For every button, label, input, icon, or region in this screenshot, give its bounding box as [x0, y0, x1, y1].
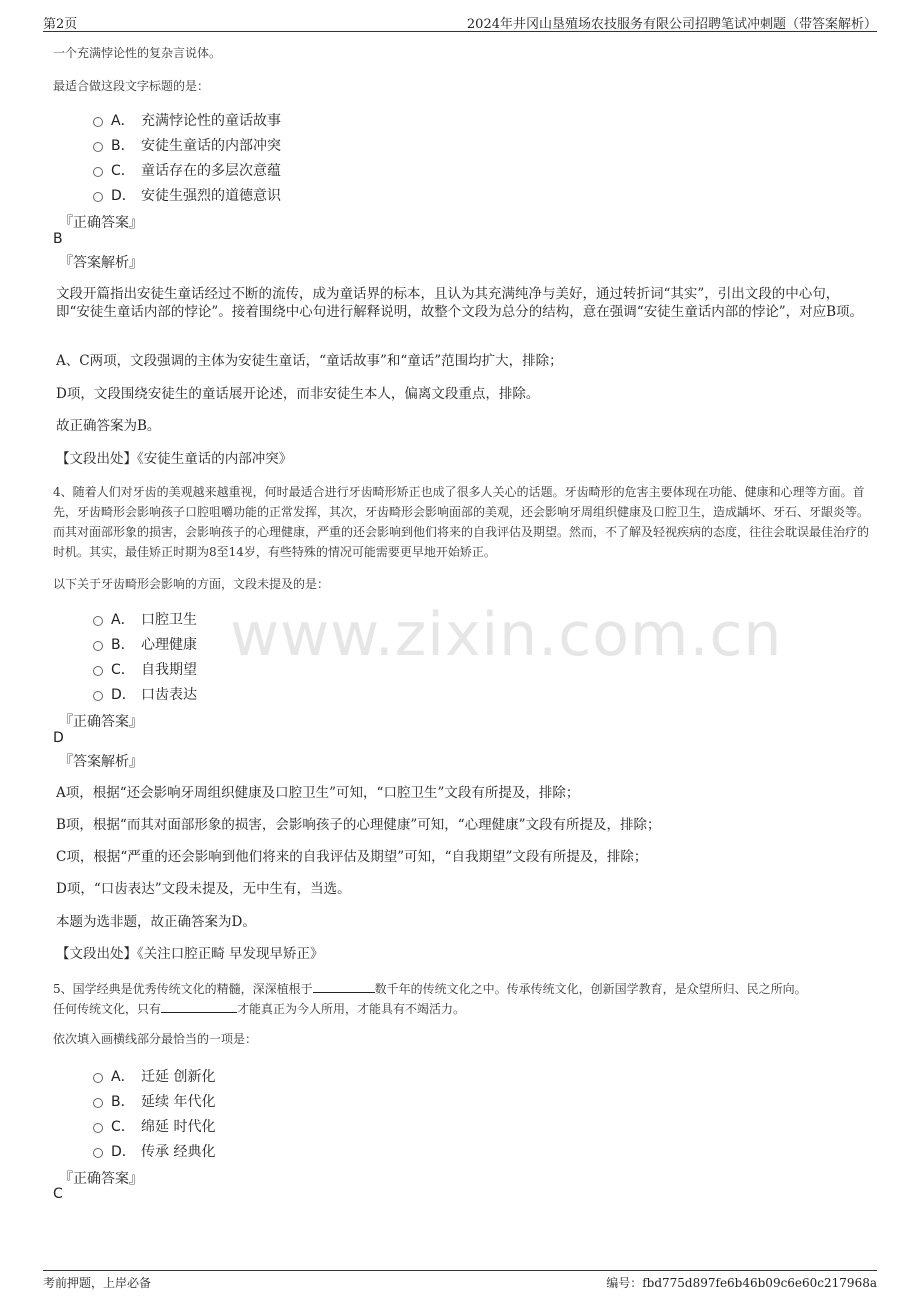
- q3-analysis-d: D项，文段围绕安徒生的童话展开论述，而非安徒生本人，偏离文段重点，排除。: [56, 386, 540, 402]
- q4-answer-label: 『正确答案』: [59, 714, 143, 730]
- q3-analysis-label: 『答案解析』: [59, 255, 143, 271]
- q3-source: 【文段出处】《安徒生童话的内部冲突》: [56, 451, 293, 467]
- radio-icon[interactable]: [93, 142, 103, 152]
- document-id: 编号：fbd775d897fe6b46b09c6e60c217968a: [606, 1276, 877, 1290]
- q4-analysis-d: D项，“口齿表达”文段未提及，无中生有，当选。: [56, 881, 351, 897]
- q3-stem-tail: 一个充满悖论性的复杂言说体。: [53, 46, 222, 60]
- q5-prompt: 依次填入画横线部分最恰当的一项是：: [53, 1032, 258, 1046]
- radio-icon[interactable]: [93, 1123, 103, 1133]
- radio-icon[interactable]: [93, 1073, 103, 1083]
- q5-answer-label: 『正确答案』: [59, 1171, 143, 1187]
- radio-icon[interactable]: [93, 192, 103, 202]
- radio-icon[interactable]: [93, 167, 103, 177]
- q4-option-a[interactable]: A． 口腔卫生: [93, 609, 197, 629]
- q5-stem: 5、国学经典是优秀传统文化的精髓，深深植根于 数千年的传统文化之中。传承传统文化，创新国学教育，是众望所归、民之所向。 任何传统文化，只有 才能真正为今人所用，才能具有不竭活力。: [53, 982, 807, 1016]
- q3-analysis-main: 文段开篇指出安徒生童话经过不断的流传，成为童话界的标本，且认为其充满纯净与美好，通过转折词“其实”，引出文段的中心句，即“安徒生童话内部的悖论”。接着围绕中心句进行解释说明，故整个文段为总分的结构，意在强调“安徒生童话内部的悖论”，对应B项。: [56, 286, 864, 320]
- q3-answer-label: 『正确答案』: [59, 215, 143, 231]
- q5-option-c[interactable]: C． 绵延 时代化: [93, 1116, 215, 1136]
- footer-slogan: 考前押题，上岸必备: [43, 1276, 152, 1290]
- q4-option-b[interactable]: B． 心理健康: [93, 634, 197, 654]
- q3-conclusion: 故正确答案为B。: [56, 418, 161, 434]
- q5-option-d[interactable]: D． 传承 经典化: [93, 1141, 215, 1161]
- q4-conclusion: 本题为选非题，故正确答案为D。: [56, 914, 256, 930]
- fill-blank-1: [313, 980, 375, 993]
- q3-answer: B: [53, 231, 63, 247]
- q4-option-c[interactable]: C． 自我期望: [93, 659, 197, 679]
- q3-option-c[interactable]: C． 童话存在的多层次意蕴: [93, 160, 281, 180]
- page-footer: [43, 1270, 877, 1293]
- q4-analysis-b: B项，根据“而其对面部形象的损害，会影响孩子的心理健康”可知，“心理健康”文段有所提及，排除；: [56, 817, 661, 833]
- radio-icon[interactable]: [93, 691, 103, 701]
- fill-blank-2: [161, 1000, 237, 1013]
- q5-option-b[interactable]: B． 延续 年代化: [93, 1091, 215, 1111]
- q4-answer: D: [53, 730, 64, 746]
- q5-option-a[interactable]: A． 迁延 创新化: [93, 1066, 215, 1086]
- q3-prompt: 最适合做这段文字标题的是：: [53, 79, 210, 93]
- q4-stem: 4、随着人们对牙齿的美观越来越重视，何时最适合进行牙齿畸形矫正也成了很多人关心的话题。牙齿畸形的危害主要体现在功能、健康和心理等方面。首先，牙齿畸形会影响孩子口腔咀嚼功能的正常发挥，其次，牙齿畸形会影响面部的美观，还会影响牙周组织健康及口腔卫生，造成龋坏、牙石、牙龈炎等。而其对面部形象的损害，会影响孩子的心理健康，严重的还会影响到他们将来的自我评估及期望。然而，不了解及轻视疾病的态度，往往会耽误最佳治疗的时机。其实，最佳矫正时期为8至14岁，有些特殊的情况可能需要更早地开始矫正。: [53, 485, 870, 559]
- q4-option-d[interactable]: D． 口齿表达: [93, 684, 197, 704]
- q3-option-b[interactable]: B． 安徒生童话的内部冲突: [93, 135, 281, 155]
- radio-icon[interactable]: [93, 616, 103, 626]
- q4-analysis-c: C项，根据“严重的还会影响到他们将来的自我评估及期望”可知，“自我期望”文段有所提及，排除；: [56, 849, 648, 865]
- document-title: 2024年井冈山垦殖场农技服务有限公司招聘笔试冲刺题（带答案解析）: [466, 17, 877, 32]
- q3-analysis-ac: A、C两项，文段强调的主体为安徒生童话，“童话故事”和“童话”范围均扩大，排除；: [56, 353, 563, 369]
- page-number: 第2页: [43, 17, 78, 32]
- watermark: www.zixin.com.cn: [230, 600, 783, 670]
- q4-prompt: 以下关于牙齿畸形会影响的方面，文段未提及的是：: [53, 577, 330, 591]
- q3-option-a[interactable]: A． 充满悖论性的童话故事: [93, 110, 281, 130]
- q5-answer: C: [53, 1186, 63, 1202]
- radio-icon[interactable]: [93, 1098, 103, 1108]
- page-header: [43, 10, 877, 32]
- q4-source: 【文段出处】《关注口腔正畸 早发现早矫正》: [56, 946, 324, 962]
- radio-icon[interactable]: [93, 641, 103, 651]
- q3-option-d[interactable]: D． 安徒生强烈的道德意识: [93, 185, 281, 205]
- radio-icon[interactable]: [93, 666, 103, 676]
- q4-analysis-label: 『答案解析』: [59, 754, 143, 770]
- q4-analysis-a: A项，根据“还会影响牙周组织健康及口腔卫生”可知，“口腔卫生”文段有所提及，排除；: [56, 785, 580, 801]
- radio-icon[interactable]: [93, 1148, 103, 1158]
- radio-icon[interactable]: [93, 117, 103, 127]
